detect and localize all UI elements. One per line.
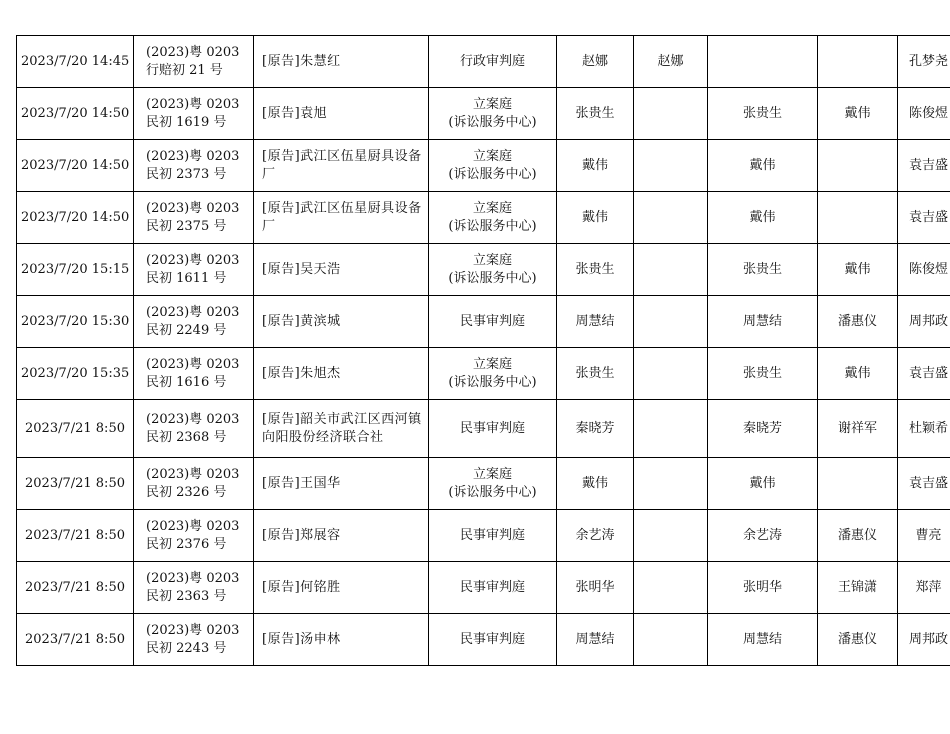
- recorder-cell: [898, 400, 950, 458]
- department-line-1: 民事审判庭: [459, 313, 525, 329]
- department-line-1: 立案庭: [472, 148, 512, 164]
- case-number-cell: [134, 400, 254, 458]
- hearing-time-text: 2023/7/20 14:50: [21, 157, 130, 173]
- panel-member-cell: [708, 614, 818, 666]
- panel-member-text: 张贵生: [742, 105, 782, 121]
- case-number-cell: [134, 458, 254, 510]
- recorder-cell: [898, 562, 950, 614]
- table-row: [17, 296, 950, 348]
- department-line-1: 民事审判庭: [459, 420, 525, 436]
- presiding-judge-cell: [634, 244, 708, 296]
- judge-text: 张贵生: [575, 105, 615, 121]
- recorder-text: 袁吉盛: [908, 475, 948, 491]
- table-row: [17, 192, 950, 244]
- judge-cell: [557, 36, 634, 88]
- judge-text: 张明华: [575, 579, 615, 595]
- case-number-line-1: (2023)粤 0203: [146, 148, 240, 164]
- presiding-judge-cell: [634, 36, 708, 88]
- case-number-cell: [134, 192, 254, 244]
- case-number-line-2: 民初 1619 号: [146, 114, 227, 130]
- panel-member-text: 周慧结: [742, 631, 782, 647]
- party-cell: [254, 562, 429, 614]
- presiding-judge-text: 赵娜: [657, 53, 684, 69]
- recorder-text: 孔梦尧: [908, 53, 948, 69]
- panel-member-text: 张贵生: [742, 261, 782, 277]
- judge-cell: [557, 614, 634, 666]
- presiding-judge-cell: [634, 562, 708, 614]
- party-text: [原告]吴天浩: [262, 261, 341, 277]
- clerk-cell: [818, 244, 898, 296]
- clerk-cell: [818, 614, 898, 666]
- presiding-judge-cell: [634, 88, 708, 140]
- clerk-text: 戴伟: [844, 261, 871, 277]
- table-row: [17, 458, 950, 510]
- hearing-time-cell: [17, 614, 134, 666]
- recorder-text: 郑萍: [915, 579, 942, 595]
- panel-member-cell: [708, 562, 818, 614]
- hearing-time-cell: [17, 348, 134, 400]
- judge-text: 戴伟: [581, 475, 608, 491]
- case-number-line-1: (2023)粤 0203: [146, 622, 240, 638]
- hearing-time-cell: [17, 400, 134, 458]
- panel-member-text: 戴伟: [749, 475, 776, 491]
- department-line-2: (诉讼服务中心): [448, 374, 537, 390]
- department-line-2: (诉讼服务中心): [448, 114, 537, 130]
- case-number-cell: [134, 614, 254, 666]
- judge-text: 张贵生: [575, 365, 615, 381]
- case-number-line-1: (2023)粤 0203: [146, 252, 240, 268]
- hearing-schedule-table: [16, 35, 950, 666]
- case-number-line-1: (2023)粤 0203: [146, 518, 240, 534]
- party-text: [原告]武江区伍星厨具设备厂: [262, 148, 422, 182]
- presiding-judge-cell: [634, 140, 708, 192]
- clerk-text: 王锦潇: [837, 579, 877, 595]
- presiding-judge-cell: [634, 510, 708, 562]
- recorder-cell: [898, 296, 950, 348]
- recorder-cell: [898, 140, 950, 192]
- party-text: [原告]武江区伍星厨具设备厂: [262, 200, 422, 234]
- hearing-time-text: 2023/7/21 8:50: [25, 420, 125, 436]
- department-line-2: (诉讼服务中心): [448, 166, 537, 182]
- presiding-judge-cell: [634, 192, 708, 244]
- case-number-line-2: 民初 2373 号: [146, 166, 227, 182]
- department-cell: [429, 140, 557, 192]
- party-cell: [254, 614, 429, 666]
- department-line-1: 立案庭: [472, 466, 512, 482]
- hearing-time-cell: [17, 140, 134, 192]
- party-text: [原告]汤申林: [262, 631, 341, 647]
- case-number-cell: [134, 88, 254, 140]
- judge-text: 戴伟: [581, 209, 608, 225]
- clerk-text: 潘惠仪: [837, 313, 877, 329]
- department-line-1: 立案庭: [472, 200, 512, 216]
- panel-member-cell: [708, 36, 818, 88]
- case-number-line-2: 民初 2363 号: [146, 588, 227, 604]
- clerk-cell: [818, 88, 898, 140]
- department-cell: [429, 296, 557, 348]
- recorder-text: 袁吉盛: [908, 365, 948, 381]
- recorder-cell: [898, 510, 950, 562]
- hearing-time-text: 2023/7/20 14:45: [21, 53, 130, 69]
- judge-cell: [557, 88, 634, 140]
- department-cell: [429, 244, 557, 296]
- recorder-cell: [898, 614, 950, 666]
- department-line-1: 民事审判庭: [459, 527, 525, 543]
- recorder-cell: [898, 348, 950, 400]
- hearing-time-cell: [17, 510, 134, 562]
- judge-text: 赵娜: [581, 53, 608, 69]
- judge-text: 周慧结: [575, 313, 615, 329]
- case-number-cell: [134, 562, 254, 614]
- judge-cell: [557, 140, 634, 192]
- clerk-cell: [818, 458, 898, 510]
- panel-member-text: 秦晓芳: [742, 420, 782, 436]
- judge-text: 张贵生: [575, 261, 615, 277]
- clerk-cell: [818, 296, 898, 348]
- recorder-text: 袁吉盛: [908, 157, 948, 173]
- department-line-2: (诉讼服务中心): [448, 218, 537, 234]
- hearing-time-text: 2023/7/21 8:50: [25, 631, 125, 647]
- department-cell: [429, 458, 557, 510]
- party-cell: [254, 510, 429, 562]
- hearing-time-cell: [17, 36, 134, 88]
- case-number-cell: [134, 510, 254, 562]
- panel-member-cell: [708, 458, 818, 510]
- recorder-text: 周邦政: [908, 313, 948, 329]
- case-number-line-2: 民初 1616 号: [146, 374, 227, 390]
- panel-member-text: 戴伟: [749, 209, 776, 225]
- department-line-1: 立案庭: [472, 96, 512, 112]
- clerk-text: 戴伟: [844, 105, 871, 121]
- case-number-line-2: 民初 1611 号: [146, 270, 227, 286]
- department-line-1: 立案庭: [472, 356, 512, 372]
- presiding-judge-cell: [634, 400, 708, 458]
- table-body: [17, 36, 950, 666]
- hearing-time-text: 2023/7/20 14:50: [21, 209, 130, 225]
- party-text: [原告]韶关市武江区西河镇向阳股份经济联合社: [262, 411, 422, 445]
- department-cell: [429, 614, 557, 666]
- case-number-line-1: (2023)粤 0203: [146, 570, 240, 586]
- judge-cell: [557, 400, 634, 458]
- case-number-line-2: 民初 2249 号: [146, 322, 227, 338]
- clerk-cell: [818, 510, 898, 562]
- party-cell: [254, 348, 429, 400]
- judge-text: 余艺涛: [575, 527, 615, 543]
- judge-cell: [557, 192, 634, 244]
- recorder-cell: [898, 88, 950, 140]
- party-text: [原告]何铭胜: [262, 579, 341, 595]
- table-row: [17, 400, 950, 458]
- party-text: [原告]王国华: [262, 475, 341, 491]
- clerk-cell: [818, 36, 898, 88]
- case-number-cell: [134, 348, 254, 400]
- party-text: [原告]朱旭杰: [262, 365, 341, 381]
- hearing-time-cell: [17, 192, 134, 244]
- department-line-1: 行政审判庭: [459, 53, 525, 69]
- judge-cell: [557, 562, 634, 614]
- panel-member-cell: [708, 296, 818, 348]
- panel-member-cell: [708, 88, 818, 140]
- panel-member-text: 张明华: [742, 579, 782, 595]
- presiding-judge-cell: [634, 458, 708, 510]
- case-number-line-1: (2023)粤 0203: [146, 96, 240, 112]
- presiding-judge-cell: [634, 348, 708, 400]
- judge-text: 戴伟: [581, 157, 608, 173]
- hearing-time-text: 2023/7/20 15:15: [21, 261, 130, 277]
- recorder-cell: [898, 36, 950, 88]
- judge-cell: [557, 458, 634, 510]
- clerk-cell: [818, 562, 898, 614]
- judge-cell: [557, 244, 634, 296]
- department-cell: [429, 562, 557, 614]
- panel-member-text: 张贵生: [742, 365, 782, 381]
- panel-member-cell: [708, 400, 818, 458]
- hearing-time-text: 2023/7/21 8:50: [25, 579, 125, 595]
- case-number-line-1: (2023)粤 0203: [146, 411, 240, 427]
- recorder-cell: [898, 458, 950, 510]
- department-line-2: (诉讼服务中心): [448, 270, 537, 286]
- recorder-text: 袁吉盛: [908, 209, 948, 225]
- panel-member-cell: [708, 244, 818, 296]
- presiding-judge-cell: [634, 614, 708, 666]
- recorder-text: 陈俊煜: [908, 261, 948, 277]
- department-cell: [429, 400, 557, 458]
- recorder-cell: [898, 192, 950, 244]
- judge-text: 周慧结: [575, 631, 615, 647]
- hearing-time-text: 2023/7/20 14:50: [21, 105, 130, 121]
- case-number-line-1: (2023)粤 0203: [146, 466, 240, 482]
- party-cell: [254, 400, 429, 458]
- recorder-text: 周邦政: [908, 631, 948, 647]
- case-number-line-1: (2023)粤 0203: [146, 356, 240, 372]
- recorder-text: 杜颖希: [908, 420, 948, 436]
- department-cell: [429, 88, 557, 140]
- party-cell: [254, 88, 429, 140]
- judge-cell: [557, 296, 634, 348]
- table-row: [17, 614, 950, 666]
- party-text: [原告]黄滨城: [262, 313, 341, 329]
- party-cell: [254, 140, 429, 192]
- case-number-line-1: (2023)粤 0203: [146, 200, 240, 216]
- presiding-judge-cell: [634, 296, 708, 348]
- case-number-line-2: 民初 2375 号: [146, 218, 227, 234]
- hearing-time-text: 2023/7/21 8:50: [25, 475, 125, 491]
- table-row: [17, 36, 950, 88]
- party-cell: [254, 192, 429, 244]
- panel-member-cell: [708, 348, 818, 400]
- party-cell: [254, 36, 429, 88]
- hearing-time-cell: [17, 88, 134, 140]
- table-row: [17, 140, 950, 192]
- case-number-line-2: 行赔初 21 号: [146, 62, 223, 78]
- clerk-text: 潘惠仪: [837, 527, 877, 543]
- judge-cell: [557, 348, 634, 400]
- department-line-2: (诉讼服务中心): [448, 484, 537, 500]
- case-number-line-1: (2023)粤 0203: [146, 304, 240, 320]
- party-text: [原告]郑展容: [262, 527, 341, 543]
- department-cell: [429, 192, 557, 244]
- hearing-time-text: 2023/7/20 15:30: [21, 313, 130, 329]
- clerk-cell: [818, 348, 898, 400]
- clerk-cell: [818, 140, 898, 192]
- panel-member-cell: [708, 140, 818, 192]
- hearing-time-cell: [17, 296, 134, 348]
- party-cell: [254, 244, 429, 296]
- case-number-cell: [134, 244, 254, 296]
- hearing-time-cell: [17, 244, 134, 296]
- hearing-time-text: 2023/7/20 15:35: [21, 365, 130, 381]
- table-row: [17, 348, 950, 400]
- department-line-1: 民事审判庭: [459, 631, 525, 647]
- case-number-cell: [134, 296, 254, 348]
- party-cell: [254, 458, 429, 510]
- department-cell: [429, 36, 557, 88]
- recorder-text: 曹亮: [915, 527, 942, 543]
- table-row: [17, 510, 950, 562]
- case-number-line-2: 民初 2376 号: [146, 536, 227, 552]
- case-number-cell: [134, 140, 254, 192]
- case-number-cell: [134, 36, 254, 88]
- department-cell: [429, 348, 557, 400]
- case-number-line-2: 民初 2368 号: [146, 429, 227, 445]
- case-number-line-2: 民初 2326 号: [146, 484, 227, 500]
- panel-member-text: 周慧结: [742, 313, 782, 329]
- table-row: [17, 244, 950, 296]
- clerk-cell: [818, 192, 898, 244]
- hearing-time-cell: [17, 562, 134, 614]
- party-text: [原告]朱慧红: [262, 53, 341, 69]
- recorder-cell: [898, 244, 950, 296]
- clerk-text: 谢祥军: [837, 420, 877, 436]
- clerk-text: 潘惠仪: [837, 631, 877, 647]
- party-text: [原告]袁旭: [262, 105, 328, 121]
- clerk-text: 戴伟: [844, 365, 871, 381]
- department-line-1: 立案庭: [472, 252, 512, 268]
- department-cell: [429, 510, 557, 562]
- hearing-time-cell: [17, 458, 134, 510]
- case-number-line-2: 民初 2243 号: [146, 640, 227, 656]
- panel-member-text: 戴伟: [749, 157, 776, 173]
- clerk-cell: [818, 400, 898, 458]
- table-row: [17, 88, 950, 140]
- panel-member-cell: [708, 510, 818, 562]
- case-number-line-1: (2023)粤 0203: [146, 44, 240, 60]
- panel-member-cell: [708, 192, 818, 244]
- judge-cell: [557, 510, 634, 562]
- table-row: [17, 562, 950, 614]
- judge-text: 秦晓芳: [575, 420, 615, 436]
- party-cell: [254, 296, 429, 348]
- recorder-text: 陈俊煜: [908, 105, 948, 121]
- hearing-time-text: 2023/7/21 8:50: [25, 527, 125, 543]
- panel-member-text: 余艺涛: [742, 527, 782, 543]
- department-line-1: 民事审判庭: [459, 579, 525, 595]
